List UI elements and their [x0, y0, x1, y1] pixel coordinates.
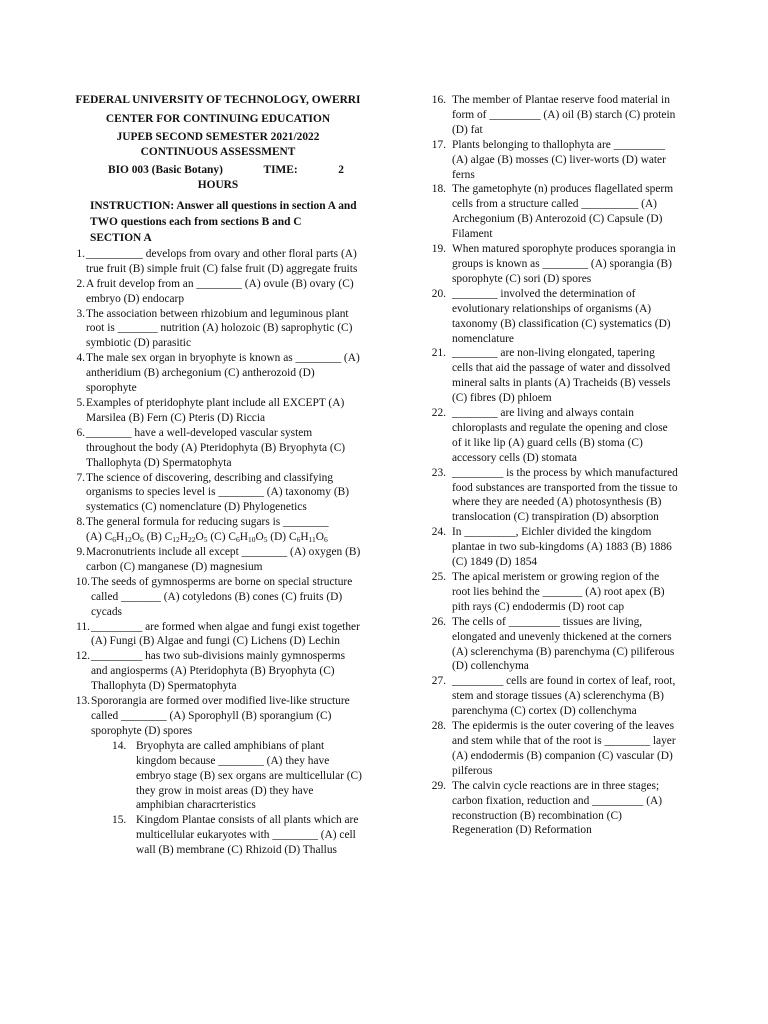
question-item [72, 247, 364, 277]
chemical-formula [289, 531, 328, 543]
question-item [72, 620, 364, 650]
question-item [430, 779, 678, 839]
question-item [430, 615, 678, 675]
chemical-formula [165, 531, 208, 543]
right-question-list [430, 93, 678, 838]
question-number: 20. [431, 287, 446, 300]
question-number: 15. [112, 814, 127, 827]
exam-header [72, 93, 364, 193]
question-text: Bryophyta are called amphibians of plant kingdom because ________ (A) they have embryo stage (B) sex organs are multicellular (C) they grow in moist areas (D) they have amphibian characrteristics [136, 739, 362, 812]
question-text: _________ has two sub-divisions mainly gymnosperms and angiosperms (A) Pteridophyta (B) Bryophyta (C) Thallophyta (D) Spermatophyta [91, 650, 346, 693]
formula-element: O [315, 531, 325, 544]
question-number: 3. [76, 307, 85, 320]
question-text: A fruit develop from an ________ (A) ovule (B) ovary (C) embryo (D) endocarp [86, 277, 354, 305]
center-name: CENTER FOR CONTINUING EDUCATION [105, 112, 331, 125]
question-item [72, 694, 364, 739]
question-text: ________ involved the determination of evolutionary relationships of organisms (A) taxonomy (B) classification (C) systematics (D) nomenclature [452, 287, 671, 345]
question-text: The calvin cycle reactions are in three stages; carbon fixation, reduction and _________ (A) reconstruction (B) recombination (C) Regeneration (D) Reformation [452, 779, 663, 837]
question-number: 22. [431, 407, 446, 420]
question-item [72, 396, 364, 426]
option-label: (D) [267, 531, 289, 544]
question-text: Spororangia are formed over modified live-like structure called ________ (A) Sporophyll (B) sporangium (C) sporophyte (D) spores [91, 695, 350, 737]
formula-subscript: 12 [124, 535, 132, 545]
question-item [430, 93, 678, 138]
question-item [430, 525, 678, 570]
option-label: (C) [207, 531, 229, 544]
question-number: 10. [75, 575, 90, 588]
formula-element: O [195, 531, 204, 544]
formula-element: C [228, 531, 236, 544]
question-text: The association between rhizobium and leguminous plant root is _______ nutrition (A) holozoic (B) saprophytic (C) symbiotic (D) parasitic [86, 307, 353, 350]
question-text: The science of discovering, describing and classifying organisms to species level is ________ (A) taxonomy (B) systematics (C) nomenclature (D) Phylogenetics [86, 471, 350, 514]
question-number: 18. [431, 183, 446, 196]
formula-element: C [104, 531, 113, 544]
question-number: 24. [431, 526, 446, 539]
question-number: 23. [431, 466, 446, 479]
formula-subscript: 6 [112, 535, 117, 545]
left-column [72, 93, 364, 858]
question-item [72, 515, 364, 545]
question-item [430, 346, 678, 406]
question-number: 6. [76, 426, 85, 439]
question-number: 8. [76, 516, 85, 529]
formula-subscript: 22 [187, 535, 196, 545]
question-text: ________ are non-living elongated, tapering cells that aid the passage of water and dissolved mineral salts in plants (A) Tracheids (B) vessels (C) fibres (D) phloem [452, 347, 671, 405]
question-number: 27. [431, 675, 446, 688]
question-item [72, 351, 364, 396]
question-text: Kingdom Plantae consists of all plants which are multicellular eukaryotes with ________ (A) cell wall (B) membrane (C) Rhizoid (D) Thallus [136, 814, 359, 857]
question-text: _________ is the process by which manufactured food substances are transported from the tissue to where they are needed (A) photosynthesis (B) translocation (C) transpiration (D) absorption [452, 466, 678, 524]
question-item [72, 649, 364, 694]
question-number: 7. [76, 471, 85, 484]
formula-subscript: 6 [296, 535, 301, 545]
course-code: BIO 003 (Basic Botany) [108, 164, 223, 176]
question-number: 9. [76, 546, 85, 559]
question-number: 26. [431, 615, 446, 628]
chemical-formula [105, 531, 144, 543]
question-number: 25. [431, 571, 446, 583]
question-intro: The general formula for reducing sugars is ________ [86, 516, 329, 529]
chemical-formula [228, 531, 267, 543]
question-text: When matured sporophyte produces sporangia in groups is known as ________ (A) sporangia (B) sporophyte (C) sori (D) spores [452, 243, 676, 285]
question-item [430, 287, 678, 347]
option-label: (B) [143, 531, 165, 544]
formula-element: H [179, 531, 188, 544]
formula-subscript: 11 [308, 535, 316, 545]
formula-subscript: 6 [324, 535, 328, 545]
instruction: INSTRUCTION: Answer all questions in section A and TWO questions each from sections B and C [90, 200, 357, 228]
question-item [430, 182, 678, 242]
assessment-line: CONTINUOUS ASSESSMENT [140, 145, 296, 158]
time-value: 2 [338, 164, 344, 176]
formula-subscript: 5 [263, 535, 268, 545]
question-item [430, 138, 678, 183]
question-number: 11. [76, 620, 90, 633]
time-label: TIME: [263, 164, 298, 176]
question-number: 5. [76, 396, 85, 409]
question-text: ________ have a well-developed vascular system throughout the body (A) Pteridophyta (B) Bryophyta (C) Thallophyta (D) Spermatophyta [86, 426, 346, 469]
question-text: The apical meristem or growing region of the root lies behind the _______ (A) root apex (B) pith rays (C) endodermis (D) root cap [452, 571, 665, 613]
question-item [72, 575, 364, 620]
time-unit: HOURS [197, 179, 239, 191]
semester-line: JUPEB SECOND SEMESTER 2021/2022 [116, 131, 320, 143]
question-item [72, 471, 364, 516]
question-number: 4. [76, 352, 85, 365]
question-number: 14. [112, 739, 127, 752]
formula-subscript: 6 [140, 535, 144, 545]
university-name: FEDERAL UNIVERSITY OF TECHNOLOGY, OWERRI [75, 94, 361, 106]
formula-subscript: 12 [172, 535, 180, 545]
formula-element: H [116, 531, 125, 544]
question-number: 28. [431, 720, 446, 733]
formula-element: H [239, 531, 248, 544]
question-item [72, 307, 364, 352]
question-text: The cells of _________ tissues are living, elongated and unevenly thickened at the corners (A) sclerenchyma (B) parenchyma (C) piliferous (D) collenchyma [452, 615, 675, 673]
option-label: (A) [86, 531, 105, 544]
left-question-list [72, 247, 364, 858]
question-text: In _________, Eichler divided the kingdom plantae in two sub-kingdoms (A) 1883 (B) 1886 (C) 1849 (D) 1854 [452, 526, 672, 569]
formula-subscript: 10 [247, 535, 256, 545]
question-number: 21. [431, 347, 446, 360]
formula-element: O [131, 531, 140, 544]
question-text: The male sex organ in bryophyte is known as ________ (A) antheridium (B) archegonium (C) antherozoid (D) sporophyte [86, 352, 360, 395]
question-text: The member of Plantae reserve food material in form of _________ (A) oil (B) starch (C) protein (D) fat [452, 94, 676, 136]
question-item [430, 466, 678, 526]
question-text: The gametophyte (n) produces flagellated sperm cells from a structure called __________ (A) Archegonium (B) Anterozoid (C) Capsule (D) Filament [452, 183, 674, 241]
question-text: Plants belonging to thallophyta are _________ (A) algae (B) mosses (C) liver-worts (D) water ferns [452, 138, 666, 181]
formula-element: C [164, 531, 173, 544]
right-column [430, 93, 678, 838]
question-item [72, 426, 364, 471]
question-text: Examples of pteridophyte plant include all EXCEPT (A) Marsilea (B) Fern (C) Pteris (D) Riccia [86, 396, 345, 424]
formula-element: O [255, 531, 264, 544]
question-text: The epidermis is the outer covering of the leaves and stem while that of the root is ________ layer (A) endodermis (B) companion (C) vascular (D) pilferous [452, 720, 676, 777]
formula-subscript: 6 [235, 535, 240, 545]
question-number: 1. [76, 247, 85, 260]
formula-element: C [288, 531, 297, 544]
formula-element: H [300, 531, 309, 544]
question-number: 19. [431, 243, 446, 256]
question-item [430, 242, 678, 287]
question-text: The seeds of gymnosperms are borne on special structure called _______ (A) cotyledons (B) cones (C) fruits (D) cycads [91, 575, 353, 618]
question-item [430, 406, 678, 466]
question-item [72, 277, 364, 307]
question-text [86, 515, 364, 545]
question-text: _________ cells are found in cortex of leaf, root, stem and storage tissues (A) sclerenchyma (B) parenchyma (C) cortex (D) collenchyma [452, 675, 676, 718]
question-item [430, 719, 678, 779]
question-text: _________ are formed when algae and fungi exist together (A) Fungi (B) Algae and fungi (C) Lichens (D) Lechin [91, 620, 360, 648]
question-number: 16. [431, 94, 446, 106]
section-title: SECTION A [90, 232, 152, 244]
question-text: __________ develops from ovary and other floral parts (A) true fruit (B) simple fruit (C) false fruit (D) aggregate fruits [86, 247, 358, 275]
course-time-line [72, 163, 364, 178]
question-text: Macronutrients include all except ________ (A) oxygen (B) carbon (C) manganese (D) magnesium [86, 546, 361, 573]
question-number: 13. [75, 695, 90, 708]
question-item [430, 674, 678, 719]
question-number: 2. [76, 277, 85, 290]
question-item [430, 570, 678, 615]
question-text: ________ are living and always contain chloroplasts and regulate the opening and close of it like lip (A) guard cells (B) stoma (C) accessory cells (D) stomata [452, 407, 668, 464]
question-item [72, 813, 364, 858]
question-item [72, 545, 364, 575]
formula-subscript: 5 [203, 535, 208, 545]
question-item [72, 739, 364, 814]
question-number: 17. [431, 138, 446, 151]
question-number: 29. [431, 779, 446, 792]
question-number: 12. [75, 650, 90, 663]
